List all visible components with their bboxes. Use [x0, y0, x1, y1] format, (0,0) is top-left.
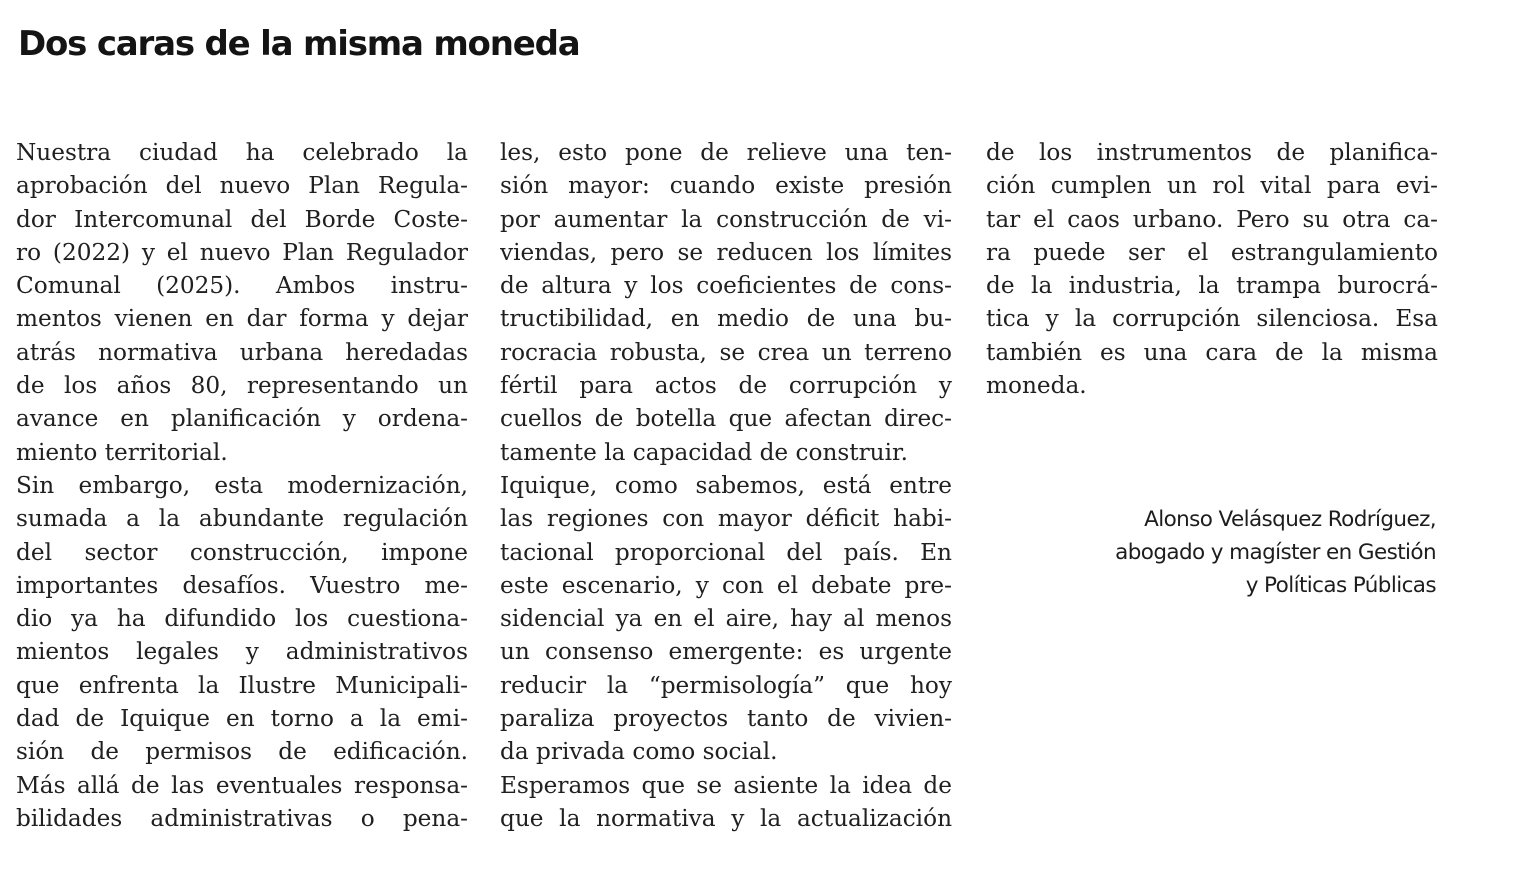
article-headline: Dos caras de la misma moneda — [18, 24, 580, 64]
text-line: dor Intercomunal del Borde Coste- — [16, 205, 468, 233]
text-line: fértil para actos de corrupción y — [500, 372, 952, 400]
text-line: cuellos de botella que afectan direc- — [500, 405, 952, 433]
text-line: paraliza proyectos tanto de vivien- — [500, 705, 952, 733]
text-line: tar el caos urbano. Pero su otra ca- — [986, 205, 1438, 233]
text-line: Sin embargo, esta modernización, — [16, 471, 468, 499]
text-line: de los instrumentos de planifica- — [986, 139, 1438, 166]
text-line: de la industria, la trampa burocrá- — [986, 272, 1438, 300]
text-line: moneda. — [986, 372, 1087, 400]
text-line: les, esto pone de relieve una ten- — [500, 139, 952, 166]
text-line: aprobación del nuevo Plan Regula- — [16, 172, 468, 200]
text-line: reducir la “permisología” que hoy — [500, 671, 952, 699]
author-role: abogado y magíster en Gestión — [1115, 540, 1436, 565]
article-column-1 — [16, 136, 468, 835]
text-line: este escenario, y con el debate pre- — [500, 571, 952, 599]
text-line: de los años 80, representando un — [16, 372, 468, 400]
text-line: ción cumplen un rol vital para evi- — [986, 172, 1438, 200]
text-line: que la normativa y la actualización — [500, 804, 952, 832]
text-line: atrás normativa urbana heredadas — [16, 338, 468, 366]
text-line: también es una cara de la misma — [986, 338, 1438, 366]
text-line: ro (2022) y el nuevo Plan Regulador — [16, 238, 468, 266]
text-line: del sector construcción, impone — [16, 538, 468, 566]
text-line: importantes desafíos. Vuestro me- — [16, 571, 468, 599]
text-line: sidencial ya en el aire, hay al menos — [500, 605, 952, 633]
text-line: avance en planificación y ordena- — [16, 405, 468, 433]
text-line: sumada a la abundante regulación — [16, 505, 468, 533]
text-line: de altura y los coeficientes de cons- — [500, 272, 952, 300]
text-line: dio ya ha difundido los cuestiona- — [16, 605, 468, 633]
text-line: que enfrenta la Ilustre Municipali- — [16, 671, 468, 699]
text-line: Esperamos que se asiente la idea de — [500, 771, 952, 799]
text-line: tacional proporcional del país. En — [500, 538, 952, 566]
article-column-3 — [986, 136, 1438, 402]
text-line: ra puede ser el estrangulamiento — [986, 238, 1438, 266]
text-line: Nuestra ciudad ha celebrado la — [16, 139, 468, 166]
article-column-2 — [500, 136, 952, 835]
text-line: da privada como social. — [500, 738, 778, 766]
text-line: sión mayor: cuando existe presión — [500, 172, 952, 200]
text-line: rocracia robusta, se crea un terreno — [500, 338, 952, 366]
author-role: y Políticas Públicas — [1245, 573, 1436, 598]
text-line: mentos vienen en dar forma y dejar — [16, 305, 468, 333]
text-line: Más allá de las eventuales responsa- — [16, 771, 468, 799]
text-line: tamente la capacidad de construir. — [500, 438, 908, 466]
author-name: Alonso Velásquez Rodríguez, — [1144, 507, 1436, 532]
text-line: un consenso emergente: es urgente — [500, 638, 952, 666]
text-line: tica y la corrupción silenciosa. Esa — [986, 305, 1438, 333]
text-line: viendas, pero se reducen los límites — [500, 238, 952, 266]
text-line: bilidades administrativas o pena- — [16, 804, 468, 832]
text-line: por aumentar la construcción de vi- — [500, 205, 952, 233]
text-line: miento territorial. — [16, 438, 228, 466]
text-line: Iquique, como sabemos, está entre — [500, 471, 952, 499]
text-line: sión de permisos de edificación. — [16, 738, 468, 766]
text-line: dad de Iquique en torno a la emi- — [16, 705, 468, 733]
text-line: Comunal (2025). Ambos instru- — [16, 272, 468, 300]
author-signature — [1016, 503, 1436, 602]
text-line: tructibilidad, en medio de una bu- — [500, 305, 952, 333]
text-line: las regiones con mayor déficit habi- — [500, 505, 952, 533]
text-line: mientos legales y administrativos — [16, 638, 468, 666]
